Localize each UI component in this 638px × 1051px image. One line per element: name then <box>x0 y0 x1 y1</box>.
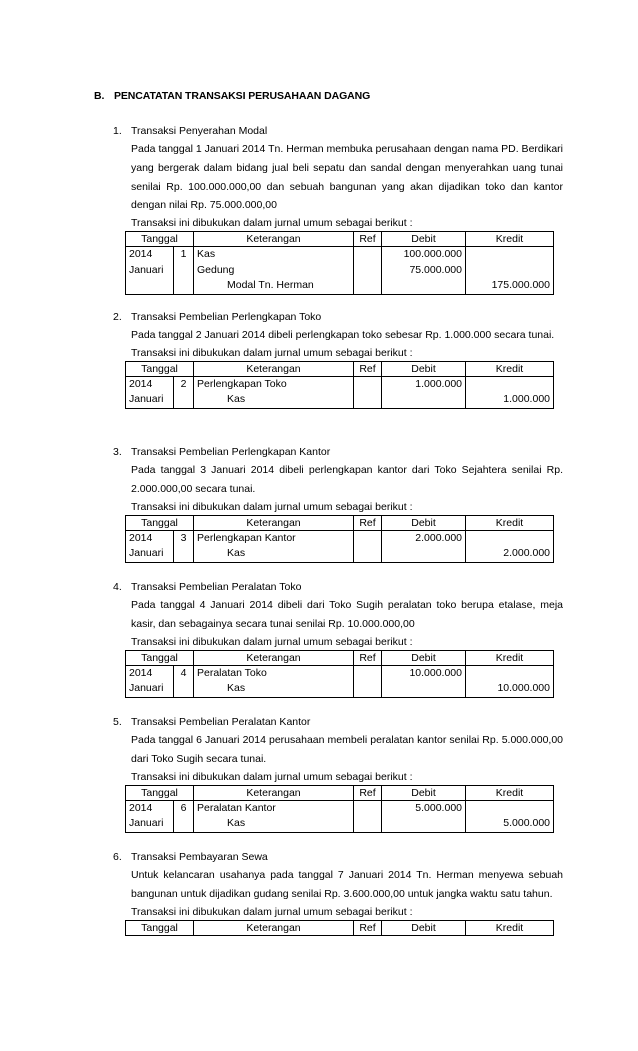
section-description: Pada tanggal 1 Januari 2014 Tn. Herman membuka perusahaan dengan nama PD. Berdikari yang bergerak dalam bidang jual beli sepatu dan sandal dengan menyerahkan uang tunai senilai Rp. 100.000.000,00 dan sebuah bangunan yang akan dijadikan toko dan kantor dengan nilai Rp. 75.000.000,00 <box>131 143 563 212</box>
journal-header-row <box>126 232 554 247</box>
header-ref: Ref <box>354 650 382 665</box>
entry-keterangan: Perlengkapan Toko Kas <box>194 376 354 408</box>
section-number: 1. <box>113 125 122 137</box>
journal-intro: Transaksi ini dibukukan dalam jurnal umum sebagai berikut : <box>131 770 413 783</box>
section-title-text: Transaksi Pembelian Perlengkapan Kantor <box>131 446 331 458</box>
entry-date: 2014 Januari <box>126 530 174 562</box>
entry-ref <box>354 665 382 697</box>
entry-keterangan: Peralatan Toko Kas <box>194 665 354 697</box>
section-title-text: Transaksi Pembayaran Sewa <box>131 851 268 863</box>
entry-kredit: 10.000.000 <box>466 665 554 697</box>
entry-kredit: 175.000.000 <box>466 247 554 295</box>
section-description: Untuk kelancaran usahanya pada tanggal 7 Januari 2014 Tn. Herman menyewa sebuah bangunan untuk dijadikan gudang senilai Rp. 3.600.000,00 untuk jangka waktu satu tahun. <box>131 869 563 900</box>
header-ref: Ref <box>354 785 382 800</box>
header-kredit: Kredit <box>466 232 554 247</box>
header-keterangan: Keterangan <box>194 515 354 530</box>
journal-intro: Transaksi ini dibukukan dalam jurnal umum sebagai berikut : <box>131 217 413 230</box>
section-title <box>113 848 563 866</box>
entry-debit: 1.000.000 <box>382 376 466 408</box>
section-description: Pada tanggal 3 Januari 2014 dibeli perlengkapan kantor dari Toko Sejahtera senilai Rp. 2.000.000,00 secara tunai. <box>131 464 563 495</box>
transaction-section-2 <box>113 308 563 409</box>
section-number: 5. <box>113 716 122 728</box>
header-kredit: Kredit <box>466 785 554 800</box>
entry-kredit: 5.000.000 <box>466 800 554 832</box>
journal-entry-row <box>126 530 554 562</box>
journal-intro: Transaksi ini dibukukan dalam jurnal umum sebagai berikut : <box>131 905 413 918</box>
journal-entry-row <box>126 665 554 697</box>
header-keterangan: Keterangan <box>194 785 354 800</box>
section-title-text: Transaksi Pembelian Peralatan Toko <box>131 581 302 593</box>
journal-entry-row <box>126 800 554 832</box>
header-tanggal: Tanggal <box>126 650 194 665</box>
section-number: 6. <box>113 851 122 863</box>
header-debit: Debit <box>382 515 466 530</box>
journal-table <box>125 515 554 563</box>
journal-table <box>125 785 554 833</box>
journal-table <box>125 920 554 936</box>
transaction-section-3 <box>113 443 563 563</box>
transaction-section-5 <box>113 713 563 833</box>
journal-header-row <box>126 650 554 665</box>
entry-date: 2014 Januari <box>126 665 174 697</box>
section-number: 3. <box>113 446 122 458</box>
entry-ref <box>354 800 382 832</box>
journal-entry-row <box>126 247 554 295</box>
header-debit: Debit <box>382 361 466 376</box>
entry-date: 2014 Januari <box>126 800 174 832</box>
entry-date: 2014 Januari <box>126 247 174 295</box>
entry-day: 4 <box>174 665 194 697</box>
entry-keterangan: Perlengkapan Kantor Kas <box>194 530 354 562</box>
header-debit: Debit <box>382 920 466 935</box>
header-tanggal: Tanggal <box>126 920 194 935</box>
journal-entry-row <box>126 376 554 408</box>
transaction-section-6 <box>113 848 563 936</box>
section-description: Pada tanggal 4 Januari 2014 dibeli dari Toko Sugih peralatan toko berupa etalase, meja kasir, dan sebagainya secara tunai senilai Rp. 10.000.000,00 <box>131 599 563 630</box>
heading-title: PENCATATAN TRANSAKSI PERUSAHAAN DAGANG <box>114 90 371 102</box>
entry-debit: 5.000.000 <box>382 800 466 832</box>
journal-header-row <box>126 785 554 800</box>
entry-day: 1 <box>174 247 194 295</box>
section-number: 2. <box>113 311 122 323</box>
header-kredit: Kredit <box>466 650 554 665</box>
header-tanggal: Tanggal <box>126 515 194 530</box>
header-kredit: Kredit <box>466 361 554 376</box>
section-title <box>113 578 563 596</box>
header-kredit: Kredit <box>466 515 554 530</box>
header-keterangan: Keterangan <box>194 650 354 665</box>
journal-intro: Transaksi ini dibukukan dalam jurnal umum sebagai berikut : <box>131 500 413 513</box>
journal-table <box>125 231 554 295</box>
journal-header-row <box>126 515 554 530</box>
header-ref: Ref <box>354 361 382 376</box>
header-ref: Ref <box>354 232 382 247</box>
transaction-section-1 <box>113 122 563 295</box>
transaction-section-4 <box>113 578 563 698</box>
journal-table <box>125 361 554 409</box>
entry-ref <box>354 530 382 562</box>
section-title <box>113 713 563 731</box>
header-ref: Ref <box>354 920 382 935</box>
journal-intro: Transaksi ini dibukukan dalam jurnal umum sebagai berikut : <box>131 346 413 359</box>
entry-day: 6 <box>174 800 194 832</box>
journal-intro: Transaksi ini dibukukan dalam jurnal umum sebagai berikut : <box>131 635 413 648</box>
heading-letter: B. <box>94 90 105 102</box>
journal-header-row <box>126 361 554 376</box>
entry-ref <box>354 376 382 408</box>
section-title-text: Transaksi Penyerahan Modal <box>131 125 268 137</box>
header-keterangan: Keterangan <box>194 232 354 247</box>
entry-debit: 100.000.000 75.000.000 <box>382 247 466 295</box>
entry-day: 3 <box>174 530 194 562</box>
header-tanggal: Tanggal <box>126 361 194 376</box>
section-title <box>113 443 563 461</box>
entry-keterangan: Peralatan Kantor Kas <box>194 800 354 832</box>
section-title-text: Transaksi Pembelian Peralatan Kantor <box>131 716 311 728</box>
header-ref: Ref <box>354 515 382 530</box>
header-tanggal: Tanggal <box>126 232 194 247</box>
entry-debit: 10.000.000 <box>382 665 466 697</box>
section-title <box>113 308 563 326</box>
entry-ref <box>354 247 382 295</box>
section-description: Pada tanggal 2 Januari 2014 dibeli perlengkapan toko sebesar Rp. 1.000.000 secara tunai. <box>131 329 555 341</box>
entry-keterangan: Kas Gedung Modal Tn. Herman <box>194 247 354 295</box>
header-debit: Debit <box>382 785 466 800</box>
header-tanggal: Tanggal <box>126 785 194 800</box>
section-number: 4. <box>113 581 122 593</box>
journal-table <box>125 650 554 698</box>
section-title <box>113 122 563 140</box>
entry-debit: 2.000.000 <box>382 530 466 562</box>
entry-kredit: 1.000.000 <box>466 376 554 408</box>
entry-day: 2 <box>174 376 194 408</box>
header-keterangan: Keterangan <box>194 920 354 935</box>
header-kredit: Kredit <box>466 920 554 935</box>
header-debit: Debit <box>382 232 466 247</box>
journal-header-row <box>126 920 554 935</box>
entry-date: 2014 Januari <box>126 376 174 408</box>
header-debit: Debit <box>382 650 466 665</box>
entry-kredit: 2.000.000 <box>466 530 554 562</box>
section-heading <box>94 90 370 102</box>
section-description: Pada tanggal 6 Januari 2014 perusahaan membeli peralatan kantor senilai Rp. 5.000.000,00 dari Toko Sugih secara tunai. <box>131 734 563 765</box>
section-title-text: Transaksi Pembelian Perlengkapan Toko <box>131 311 322 323</box>
header-keterangan: Keterangan <box>194 361 354 376</box>
